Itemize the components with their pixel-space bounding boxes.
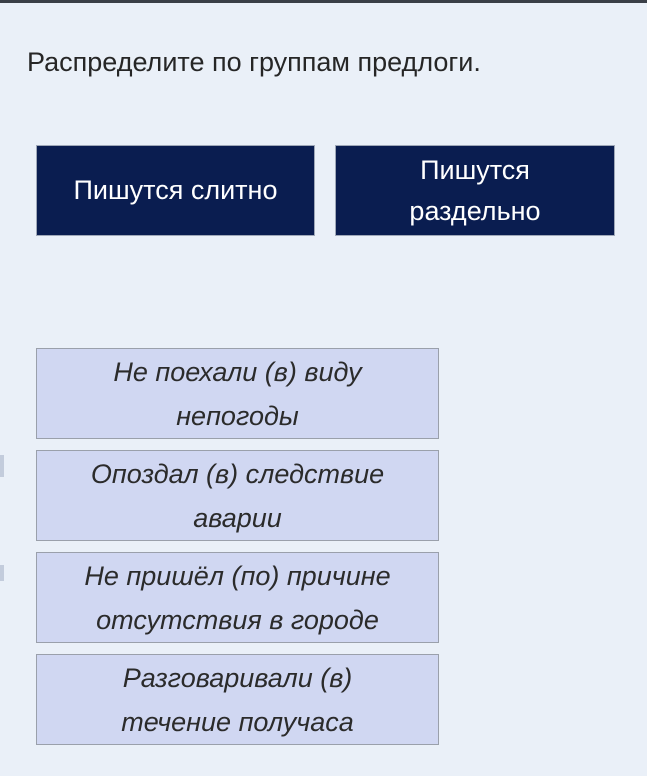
- draggable-card[interactable]: [36, 552, 439, 643]
- draggable-card[interactable]: [36, 348, 439, 439]
- top-border: [0, 0, 647, 3]
- task-instruction: Распределите по группам предлоги.: [27, 47, 481, 77]
- drop-zone-separate[interactable]: [335, 145, 615, 236]
- draggable-card[interactable]: [36, 654, 439, 745]
- drop-zone-together[interactable]: [36, 145, 315, 236]
- card-text: Опоздал (в) следствие аварии: [90, 458, 385, 533]
- drop-zone-label: Пишутся слитно: [73, 175, 278, 205]
- card-text: Не пришёл (по) причине отсутствия в городе: [84, 560, 391, 635]
- card-text: Разговаривали (в) течение получаса: [121, 662, 354, 737]
- edge-artifact: [0, 565, 4, 581]
- draggable-card[interactable]: [36, 450, 439, 541]
- drop-zone-label: Пишутся раздельно: [409, 154, 541, 226]
- edge-artifact: [0, 455, 4, 477]
- card-text: Не поехали (в) виду непогоды: [113, 356, 362, 431]
